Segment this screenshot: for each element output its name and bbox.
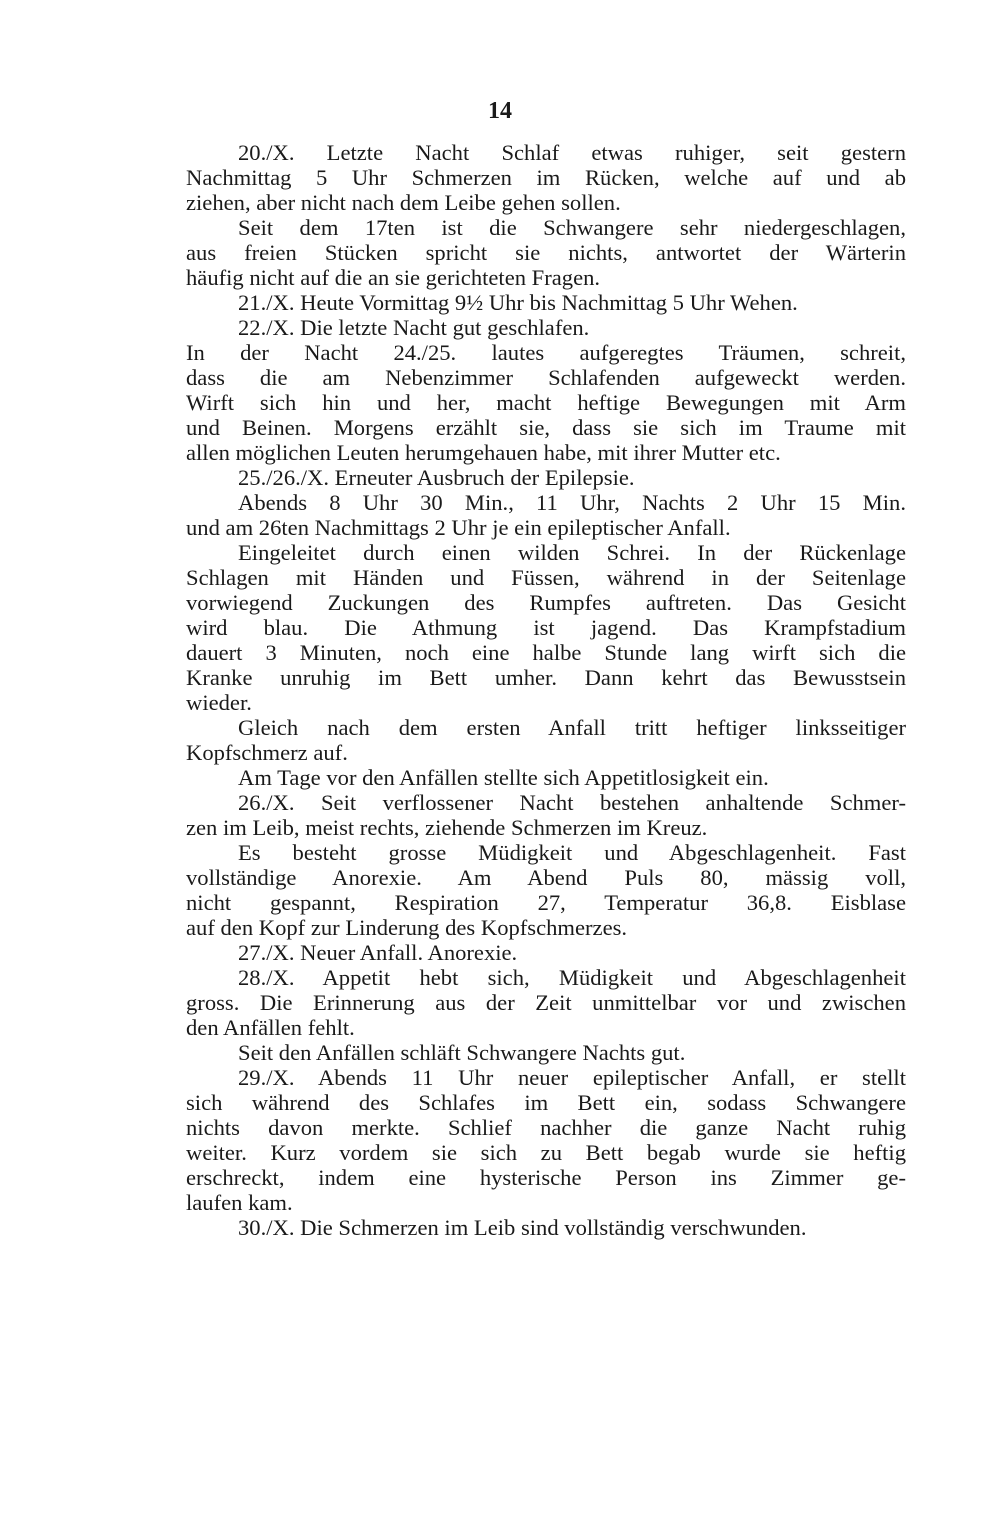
text-line: nicht gespannt, Respiration 27, Temperatur 36,8. Eisblase [186,890,906,915]
text-line: Seit dem 17ten ist die Schwangere sehr niedergeschlagen, [238,215,906,240]
text-line: wird blau. Die Athmung ist jagend. Das Krampfstadium [186,615,906,640]
text-line: In der Nacht 24./25. lautes aufgeregtes Träumen, schreit, [186,340,906,365]
text-line: sich während des Schlafes im Bett ein, sodass Schwangere [186,1090,906,1115]
text-line: 29./X. Abends 11 Uhr neuer epileptischer Anfall, er stellt [238,1065,906,1090]
text-line: zen im Leib, meist rechts, ziehende Schmerzen im Kreuz. [186,815,708,840]
text-line: Gleich nach dem ersten Anfall tritt heftiger linksseitiger [238,715,906,740]
text-line: Wirft sich hin und her, macht heftige Bewegungen mit Arm [186,390,906,415]
text-line: allen möglichen Leuten herumgehauen habe, mit ihrer Mutter etc. [186,440,781,465]
text-line: wieder. [186,690,252,715]
text-line: Seit den Anfällen schläft Schwangere Nachts gut. [238,1040,686,1065]
text-line: 25./26./X. Erneuter Ausbruch der Epilepsie. [238,465,635,490]
page-number: 14 [488,98,512,124]
text-line: erschreckt, indem eine hysterische Person ins Zimmer ge- [186,1165,906,1190]
text-line: auf den Kopf zur Linderung des Kopfschmerzes. [186,915,628,940]
text-line: vollständige Anorexie. Am Abend Puls 80, mässig voll, [186,865,906,890]
text-line: 30./X. Die Schmerzen im Leib sind vollständig verschwunden. [238,1215,807,1240]
text-line: 26./X. Seit verflossener Nacht bestehen anhaltende Schmer- [238,790,906,815]
text-line: 22./X. Die letzte Nacht gut geschlafen. [238,315,590,340]
text-line: Am Tage vor den Anfällen stellte sich Appetitlosigkeit ein. [238,765,769,790]
text-line: gross. Die Erinnerung aus der Zeit unmittelbar vor und zwischen [186,990,906,1015]
text-line: Kranke unruhig im Bett umher. Dann kehrt das Bewusstsein [186,665,906,690]
text-line: Eingeleitet durch einen wilden Schrei. In der Rückenlage [238,540,906,565]
body-text [186,140,906,1240]
text-line: 21./X. Heute Vormittag 9½ Uhr bis Nachmittag 5 Uhr Wehen. [238,290,798,315]
text-line: vorwiegend Zuckungen des Rumpfes auftreten. Das Gesicht [186,590,906,615]
text-line: Es besteht grosse Müdigkeit und Abgeschlagenheit. Fast [238,840,906,865]
text-line: und am 26ten Nachmittags 2 Uhr je ein epileptischer Anfall. [186,515,731,540]
text-line: den Anfällen fehlt. [186,1015,355,1040]
text-line: Nachmittag 5 Uhr Schmerzen im Rücken, welche auf und ab [186,165,906,190]
text-line: 28./X. Appetit hebt sich, Müdigkeit und Abgeschlagenheit [238,965,906,990]
text-line: ziehen, aber nicht nach dem Leibe gehen sollen. [186,190,621,215]
text-line: dauert 3 Minuten, noch eine halbe Stunde lang wirft sich die [186,640,906,665]
text-line: aus freien Stücken spricht sie nichts, antwortet der Wärterin [186,240,906,265]
text-line: häufig nicht auf die an sie gerichteten Fragen. [186,265,601,290]
text-line: 27./X. Neuer Anfall. Anorexie. [238,940,518,965]
text-line: weiter. Kurz vordem sie sich zu Bett begab wurde sie heftig [186,1140,906,1165]
text-line: und Beinen. Morgens erzählt sie, dass sie sich im Traume mit [186,415,906,440]
text-line: Abends 8 Uhr 30 Min., 11 Uhr, Nachts 2 Uhr 15 Min. [238,490,906,515]
text-line: laufen kam. [186,1190,293,1215]
text-line: Schlagen mit Händen und Füssen, während in der Seitenlage [186,565,906,590]
text-line: dass die am Nebenzimmer Schlafenden aufgeweckt werden. [186,365,906,390]
text-line: 20./X. Letzte Nacht Schlaf etwas ruhiger, seit gestern [238,140,906,165]
text-line: Kopfschmerz auf. [186,740,348,765]
text-line: nichts davon merkte. Schlief nachher die ganze Nacht ruhig [186,1115,906,1140]
